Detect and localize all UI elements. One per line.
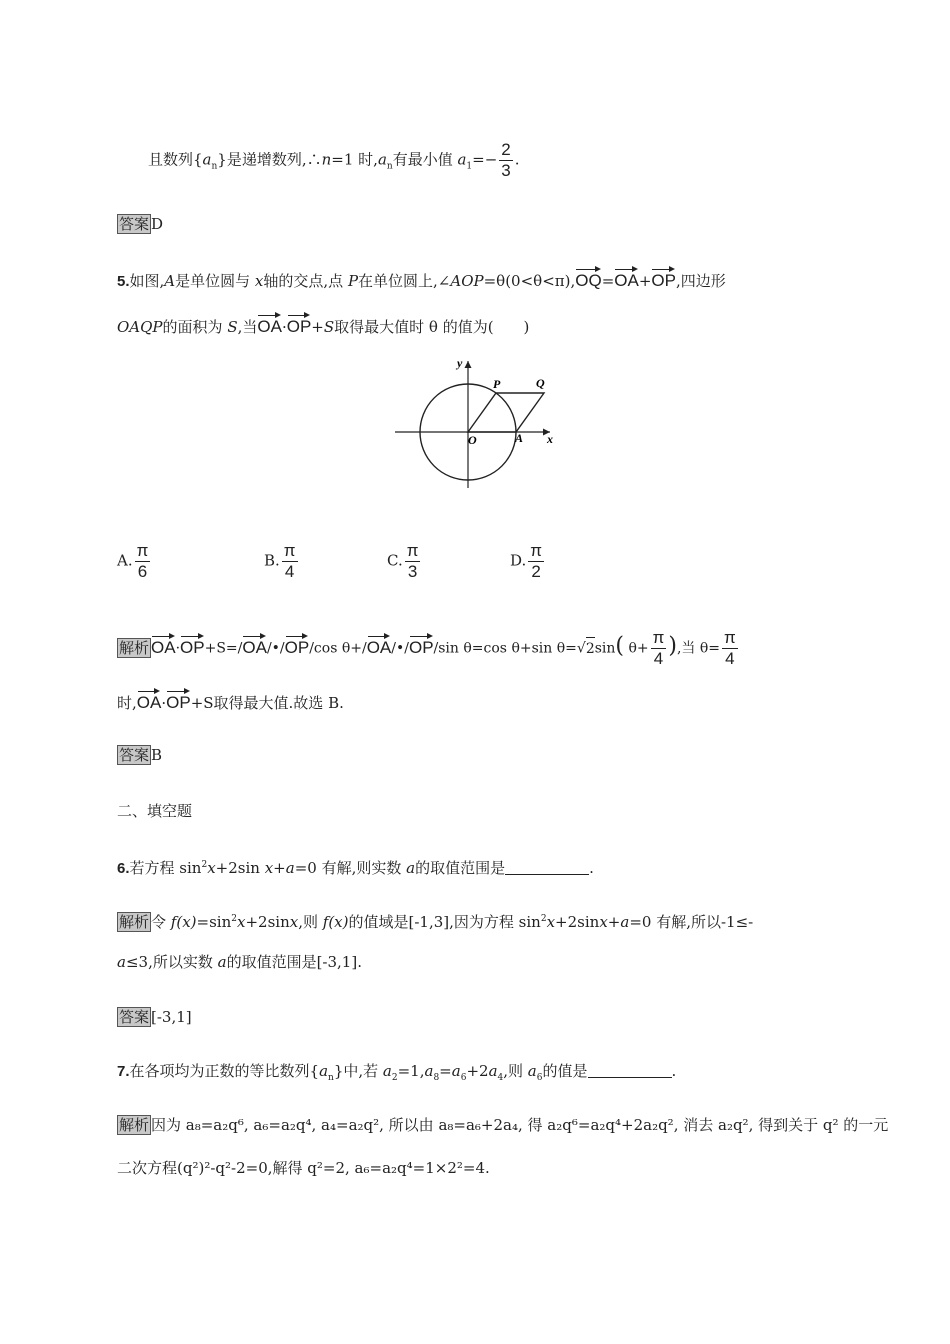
answer-tag: 答案 — [119, 215, 150, 233]
answer-value: D — [151, 215, 164, 233]
fraction-two-thirds: $\frac{2}{3}$ — [501, 140, 511, 180]
answer-value: B — [151, 746, 163, 764]
solution-tag: 解析 — [119, 1116, 150, 1134]
solution-7-line2: 二次方程(q²)²-q²-2=0,解得 q²=2, a₆=a₂q⁴=1×2²=4. — [117, 1159, 490, 1177]
answer-tag: 答案 — [119, 1008, 150, 1026]
parallelogram-oaqp — [468, 393, 544, 432]
question-5-line1: 5.如图,A是单位圆与 x轴的交点,点 P在单位圆上,∠AOP=θ(0<θ<π),OQ=OA+OP,四边形 — [117, 266, 726, 292]
answer-tag: 答案 — [119, 746, 150, 764]
answer-4 — [117, 214, 163, 234]
vector-oq: OQ — [575, 266, 601, 290]
label-a: A — [515, 431, 524, 445]
section-fill-in: 二、填空题 — [117, 802, 193, 820]
solution-tag: 解析 — [119, 638, 150, 657]
question-6: 6.若方程 $\sin^2x+2\sin$ x+a=0 有解,则实数 a的取值范围是 . — [117, 859, 594, 877]
vector-oa: OA — [257, 312, 282, 336]
unit-circle-figure — [390, 355, 565, 495]
question-5-line2: OAQP的面积为 S,当OA·OP+S取得最大值时 θ 的值为( ) — [117, 312, 529, 337]
answer-blank[interactable] — [588, 1063, 672, 1078]
answer-6 — [117, 1007, 192, 1027]
option-b[interactable]: B. $\frac{\pi}{4}$ — [264, 541, 296, 581]
question-7: 7.在各项均为正数的等比数列$\{a_n\}$中,若 $a_2=1,a_8=a_6+2a_4$,则 $a_6$的值是 . — [117, 1062, 677, 1083]
solution-6-line2: a≤3,所以实数 a的取值范围是[-3,1]. — [117, 953, 362, 971]
label-y: y — [457, 356, 463, 370]
option-d[interactable]: D. $\frac{\pi}{2}$ — [510, 541, 542, 581]
vector-op: OP — [651, 266, 676, 290]
solution-5-line2: 时,OA·OP+S取得最大值.故选 B. — [117, 688, 344, 713]
option-a[interactable]: A. $\frac{\pi}{6}$ — [117, 541, 149, 581]
solution-tag: 解析 — [119, 913, 150, 931]
label-o: O — [468, 433, 477, 447]
answer-blank[interactable] — [505, 860, 589, 875]
label-x: x — [547, 432, 553, 446]
answer-value: [-3,1] — [151, 1008, 192, 1026]
solution-7-line1: 解析 因为 a₈=a₂q⁶, a₆=a₂q⁴, a₄=a₂q², 所以由 a₈=a₆+2a₄, 得 a₂q⁶=a₂q⁴+2a₂q², 消去 a₂q², 得到关于 q² 的一元 — [119, 1116, 889, 1134]
option-c[interactable]: C. $\frac{\pi}{3}$ — [387, 541, 419, 581]
solution-5-line1: 解析 OA·OP+S=/OA/•/OP/cos θ+/OA/•/OP/sin θ=cos θ+sin θ=√2sin( θ+ $\frac{\pi}{4}$ ),当 θ= $\frac{\pi}{4}$ — [119, 628, 736, 668]
label-q: Q — [536, 376, 545, 390]
vector-oa: OA — [614, 266, 639, 290]
solution-6-line1: 解析 令 $f(x)=\sin^2x+2\sin x$,则 f(x)的值域是[-1,3],因为方程 $\sin^2x+2\sin x+a=0$ 有解,所以-1≤- — [119, 913, 754, 931]
label-p: P — [493, 377, 501, 391]
sequence-conclusion-line: 且数列$\{a_n\}$是递增数列,∴n=1 时$,a_n$有最小值 $a_1=-$ $\frac{2}{3}$ . — [148, 140, 520, 180]
answer-5 — [117, 745, 162, 765]
vector-op: OP — [287, 312, 312, 336]
